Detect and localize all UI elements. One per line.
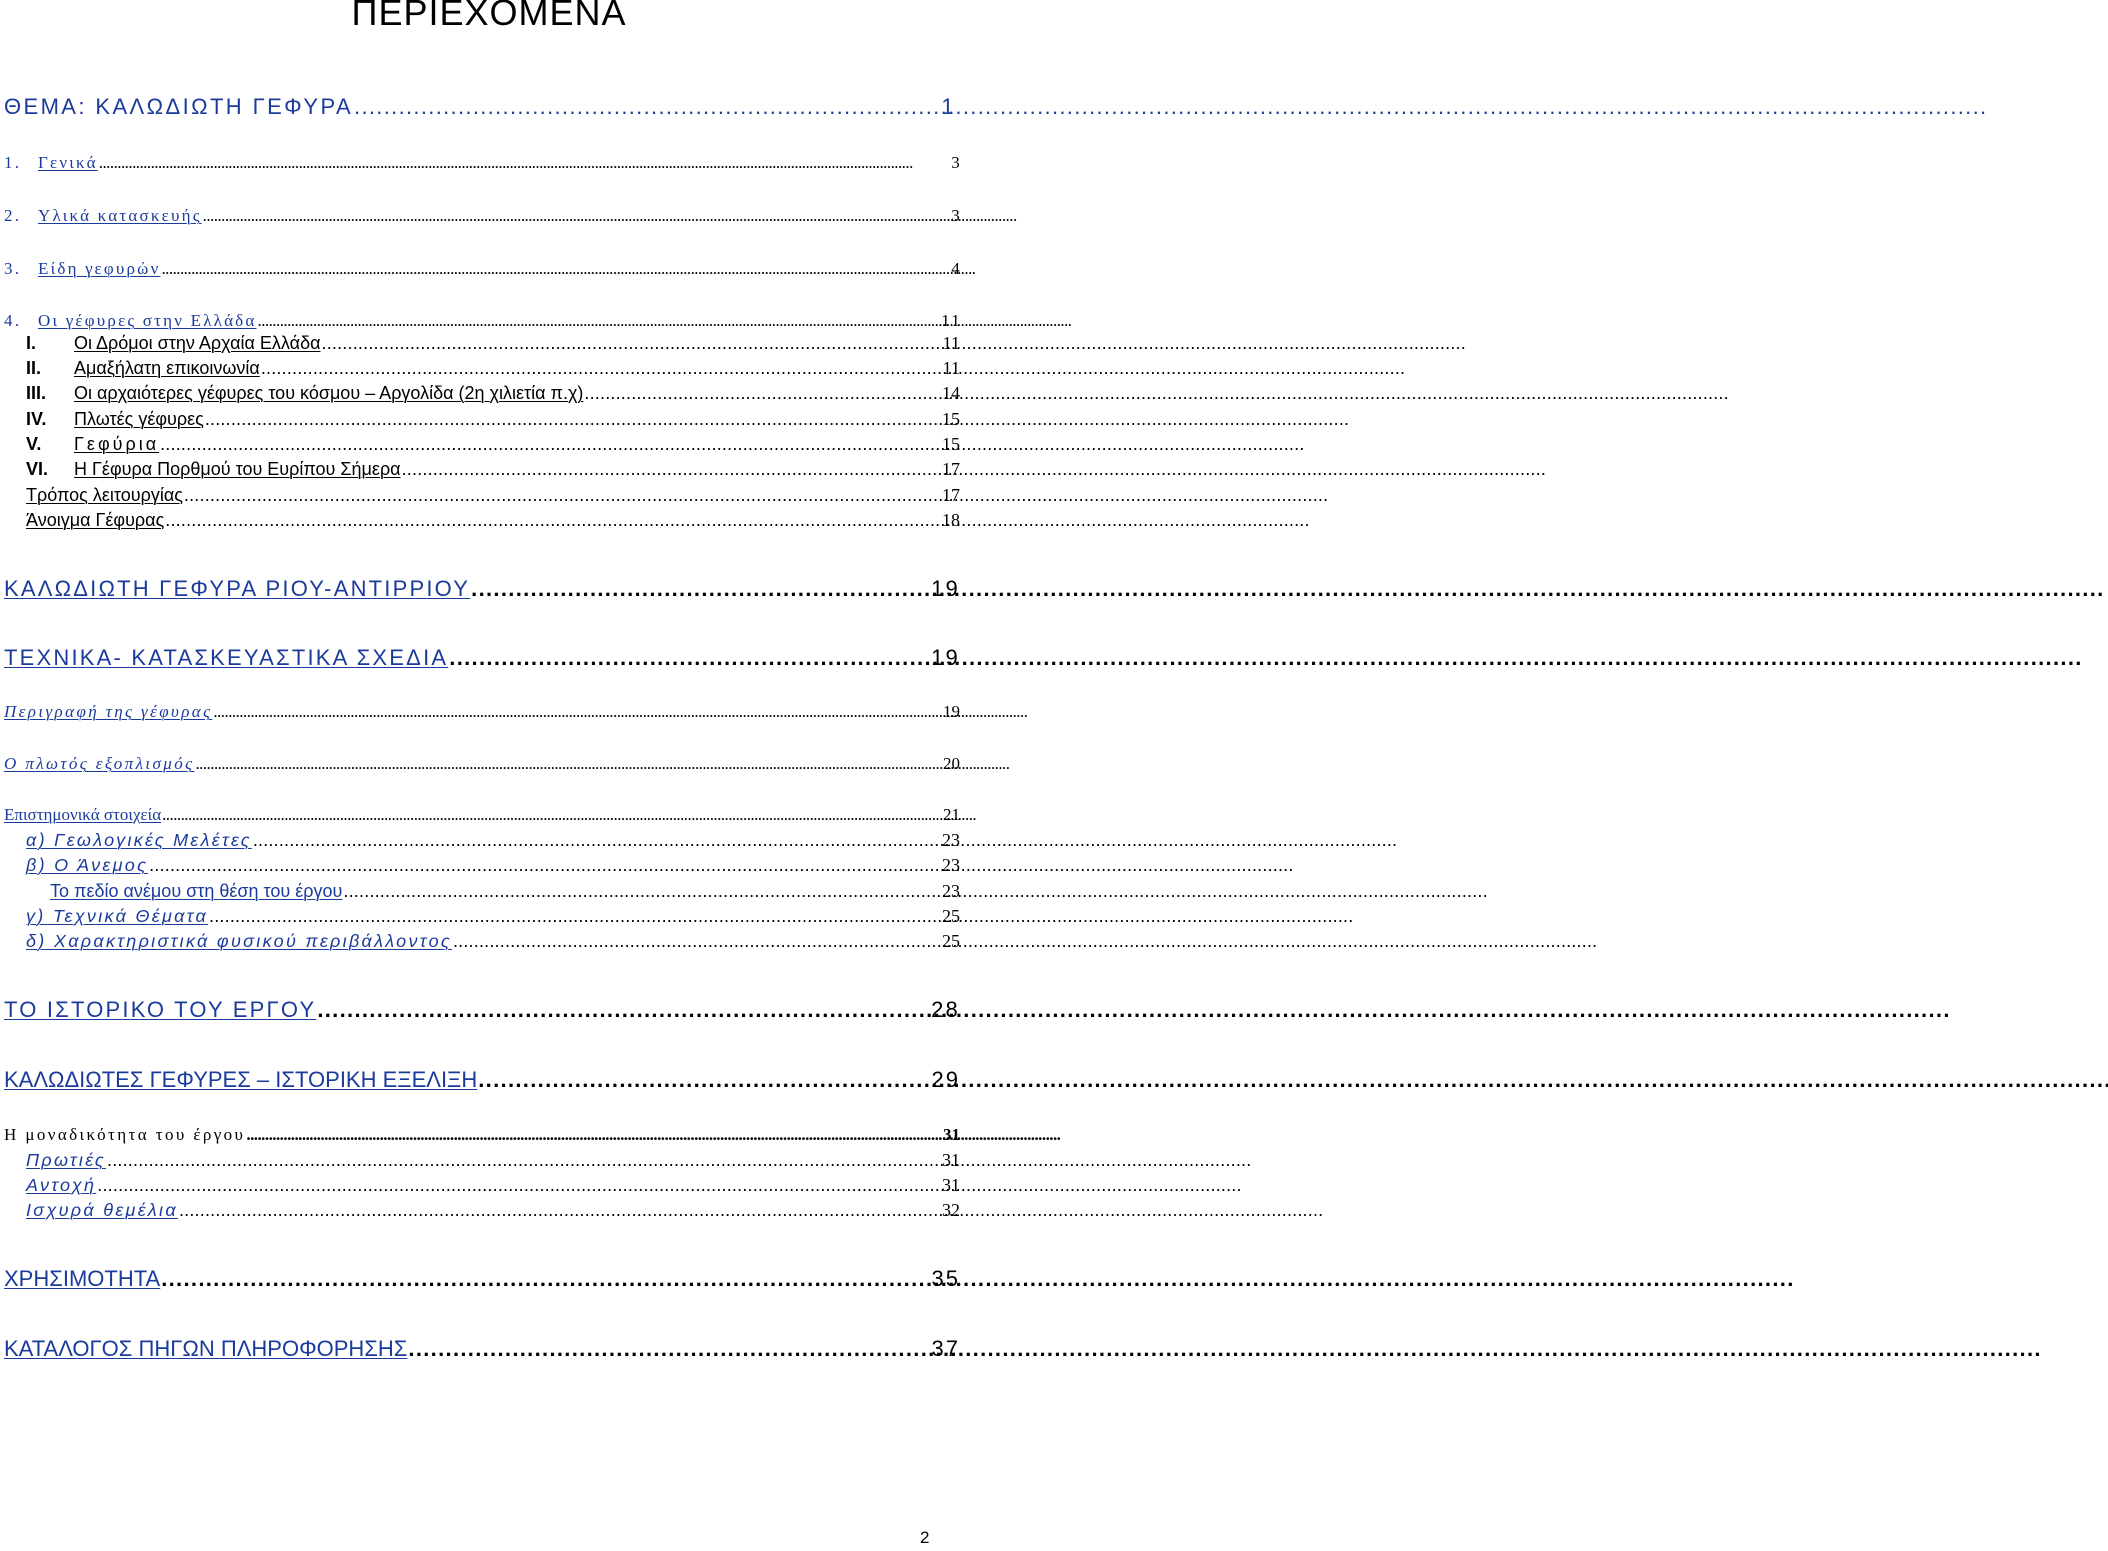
page-title: ΠΕΡΙΕΧΟΜΕΝΑ — [351, 0, 627, 33]
toc-leader-dots — [149, 855, 941, 876]
toc-leader-dots — [161, 259, 950, 279]
toc-leader-dots — [160, 434, 941, 455]
toc-entry-page: 19 — [943, 702, 960, 721]
toc-leader-dots — [584, 383, 941, 404]
toc-leader-dots — [205, 409, 941, 430]
toc-entry-label[interactable]: β) Ο Άνεμος — [26, 855, 149, 875]
toc-entry-label[interactable]: Τρόπος λειτουργίας — [26, 485, 183, 505]
toc-entry-label[interactable]: Γεφύρια — [74, 434, 160, 454]
toc-leader-dots — [203, 206, 951, 226]
toc-entry-page: 31 — [942, 1150, 960, 1170]
toc-leader-dots — [107, 1150, 941, 1171]
toc-entry-page: 17 — [942, 459, 960, 479]
toc-leader-dots — [195, 754, 942, 774]
toc-entry-label[interactable]: ΚΑΛΩΔΙΩΤΕΣ ΓΕΦΥΡΕΣ – ΙΣΤΟΡΙΚΗ ΕΞΕΛΙΞΗ — [4, 1067, 478, 1092]
toc-entry[interactable] — [4, 645, 960, 671]
toc-entry[interactable] — [26, 510, 960, 531]
toc-leader-dots — [184, 485, 941, 506]
toc-entry-number: V. — [26, 434, 42, 454]
toc-entry[interactable] — [4, 311, 962, 331]
toc-entry-page: 18 — [942, 510, 960, 530]
toc-leader-dots — [161, 1266, 930, 1292]
toc-entry[interactable] — [4, 805, 960, 825]
toc-leader-dots — [471, 576, 930, 602]
toc-leader-dots — [97, 1175, 941, 1196]
toc-entry[interactable] — [26, 1175, 960, 1196]
toc-entry[interactable] — [26, 906, 960, 927]
toc-entry-label[interactable]: ΘΕΜΑ: ΚΑΛΩΔΙΩΤΗ ΓΕΦΥΡΑ — [4, 94, 354, 119]
toc-entry[interactable] — [4, 153, 962, 173]
toc-entry-page: 23 — [942, 830, 960, 850]
toc-entry-label[interactable]: Ισχυρά θεμέλια — [26, 1200, 178, 1220]
toc-leader-dots — [402, 459, 941, 480]
toc-entry[interactable] — [26, 383, 960, 404]
toc-entry-page: 37 — [931, 1336, 960, 1361]
table-of-contents — [0, 0, 960, 1551]
toc-entry[interactable] — [26, 931, 960, 952]
toc-entry[interactable] — [26, 358, 960, 379]
toc-leader-dots — [478, 1067, 930, 1093]
toc-entry-page: 20 — [943, 754, 960, 773]
toc-entry-label[interactable]: Οι αρχαιότερες γέφυρες του κόσμου – Αργολίδα (2η χιλιετία π.χ) — [74, 383, 584, 403]
toc-leader-dots — [322, 333, 942, 354]
toc-leader-dots — [246, 1125, 942, 1145]
toc-entry[interactable] — [4, 576, 960, 602]
toc-entry-number: VI. — [26, 459, 49, 479]
toc-leader-dots — [209, 906, 941, 927]
toc-entry-page: 28 — [931, 997, 960, 1022]
toc-entry-page: 3 — [951, 153, 962, 172]
toc-entry-page: 14 — [942, 383, 960, 403]
page-number: 2 — [920, 1528, 930, 1547]
toc-entry[interactable] — [26, 855, 960, 876]
toc-entry-number: 1. — [4, 153, 22, 172]
toc-leader-dots — [317, 997, 930, 1023]
toc-entry[interactable] — [26, 830, 960, 851]
toc-entry-label[interactable]: ΤΕΧΝΙΚΑ- ΚΑΤΑΣΚΕΥΑΣΤΙΚΑ ΣΧΕΔΙΑ — [4, 645, 449, 670]
toc-entry-page: 25 — [942, 906, 960, 926]
toc-entry-page: 25 — [942, 931, 960, 951]
toc-entry-number: 2. — [4, 206, 22, 225]
toc-entry-label[interactable]: Το πεδίο ανέμου στη θέση του έργου — [50, 881, 343, 901]
toc-entry-label[interactable]: Ο πλωτός εξοπλισμός — [4, 754, 195, 773]
toc-entry-page: 31 — [943, 1125, 960, 1144]
toc-leader-dots — [354, 94, 940, 120]
toc-entry[interactable] — [26, 1200, 960, 1221]
toc-leader-dots — [162, 805, 942, 825]
toc-leader-dots — [343, 881, 941, 902]
toc-entry-label[interactable]: ΧΡΗΣΙΜΟΤΗΤΑ — [4, 1266, 161, 1291]
toc-entry[interactable] — [4, 259, 962, 279]
toc-entry-page: 1 — [941, 94, 956, 119]
toc-entry[interactable] — [26, 485, 960, 506]
toc-entry[interactable] — [4, 997, 960, 1023]
toc-entry[interactable] — [50, 881, 960, 902]
toc-entry-label[interactable]: Γενικά — [38, 153, 98, 172]
toc-entry-label[interactable]: Η Γέφυρα Πορθμού του Ευρίπου Σήμερα — [74, 459, 401, 479]
toc-entry-label[interactable]: ΚΑΛΩΔΙΩΤΗ ΓΕΦΥΡΑ ΡΙΟΥ-ΑΝΤΙΡΡΙΟΥ — [4, 576, 471, 601]
toc-leader-dots — [453, 931, 941, 952]
toc-entry-label[interactable]: Αντοχή — [26, 1175, 97, 1195]
toc-entry-label[interactable]: Είδη γεφυρών — [38, 259, 161, 278]
toc-entry-label[interactable]: Αμαξήλατη επικοινωνία — [74, 358, 260, 378]
toc-entry[interactable] — [26, 409, 960, 430]
toc-entry[interactable] — [26, 459, 960, 480]
toc-entry[interactable] — [4, 1266, 960, 1292]
toc-leader-dots — [408, 1336, 930, 1362]
toc-entry-label[interactable]: ΤΟ ΙΣΤΟΡΙΚΟ ΤΟΥ ΕΡΓΟΥ — [4, 997, 317, 1022]
toc-entry[interactable] — [4, 206, 962, 226]
toc-entry-page: 19 — [931, 645, 960, 670]
toc-leader-dots — [253, 830, 941, 851]
toc-entry-page: 4 — [951, 259, 962, 278]
toc-entry-page: 11 — [942, 333, 960, 353]
toc-entry-label[interactable]: Επιστημονικά στοιχεία — [4, 805, 162, 824]
toc-leader-dots — [179, 1200, 941, 1221]
toc-leader-dots — [165, 510, 941, 531]
toc-entry-number: II. — [26, 358, 42, 378]
toc-entry-label[interactable]: Περιγραφή της γέφυρας — [4, 702, 213, 721]
toc-entry[interactable] — [4, 1067, 960, 1093]
toc-entry-page: 31 — [942, 1175, 960, 1195]
toc-entry-label[interactable]: ΚΑΤΑΛΟΓΟΣ ΠΗΓΩΝ ΠΛΗΡΟΦΟΡΗΣΗΣ — [4, 1336, 408, 1361]
toc-entry-label[interactable]: γ) Τεχνικά Θέματα — [26, 906, 209, 926]
toc-entry-page: 32 — [942, 1200, 960, 1220]
toc-entry[interactable] — [26, 434, 960, 455]
toc-entry[interactable] — [4, 94, 956, 120]
toc-entry-page: 17 — [942, 485, 960, 505]
toc-entry-page: 23 — [942, 855, 960, 875]
toc-entry-label[interactable]: Πρωτιές — [26, 1150, 106, 1170]
toc-entry-page: 21 — [943, 805, 960, 824]
toc-entry-page: 19 — [931, 576, 960, 601]
toc-entry-label[interactable]: δ) Χαρακτηριστικά φυσικού περιβάλλοντος — [26, 931, 452, 951]
toc-entry-label[interactable]: Υλικά κατασκευής — [38, 206, 202, 225]
toc-entry-label[interactable]: α) Γεωλογικές Μελέτες — [26, 830, 252, 850]
toc-leader-dots — [261, 358, 942, 379]
toc-entry[interactable] — [4, 702, 960, 722]
toc-entry[interactable] — [4, 1336, 960, 1362]
toc-entry-page: 29 — [931, 1067, 960, 1092]
toc-entry-number: 3. — [4, 259, 22, 278]
toc-entry[interactable] — [4, 754, 960, 774]
toc-entry-page: 3 — [951, 206, 962, 225]
toc-entry-label[interactable]: Πλωτές γέφυρες — [74, 409, 204, 429]
toc-entry-page: 11 — [941, 311, 962, 330]
toc-entry-number: IV. — [26, 409, 47, 429]
toc-entry-page: 15 — [942, 409, 960, 429]
toc-entry-number: I. — [26, 333, 37, 353]
toc-entry-page: 23 — [942, 881, 960, 901]
toc-entry[interactable] — [26, 1150, 960, 1171]
toc-entry[interactable] — [26, 333, 960, 354]
toc-leader-dots — [213, 702, 942, 722]
toc-entry-page: 15 — [942, 434, 960, 454]
toc-leader-dots — [449, 645, 930, 671]
toc-entry-page: 11 — [942, 358, 960, 378]
toc-leader-dots — [258, 311, 941, 331]
toc-entry-number: III. — [26, 383, 47, 403]
toc-leader-dots — [99, 153, 951, 173]
toc-entry-number: 4. — [4, 311, 22, 330]
toc-entry-label[interactable]: Η μοναδικότητα του έργου — [4, 1125, 246, 1144]
toc-entry[interactable] — [4, 1125, 960, 1145]
toc-entry-label[interactable]: Άνοιγμα Γέφυρας — [26, 510, 165, 530]
toc-entry-label[interactable]: Οι γέφυρες στην Ελλάδα — [38, 311, 257, 330]
toc-entry-page: 35 — [931, 1266, 960, 1291]
toc-entry-label[interactable]: Οι Δρόμοι στην Αρχαία Ελλάδα — [74, 333, 321, 353]
